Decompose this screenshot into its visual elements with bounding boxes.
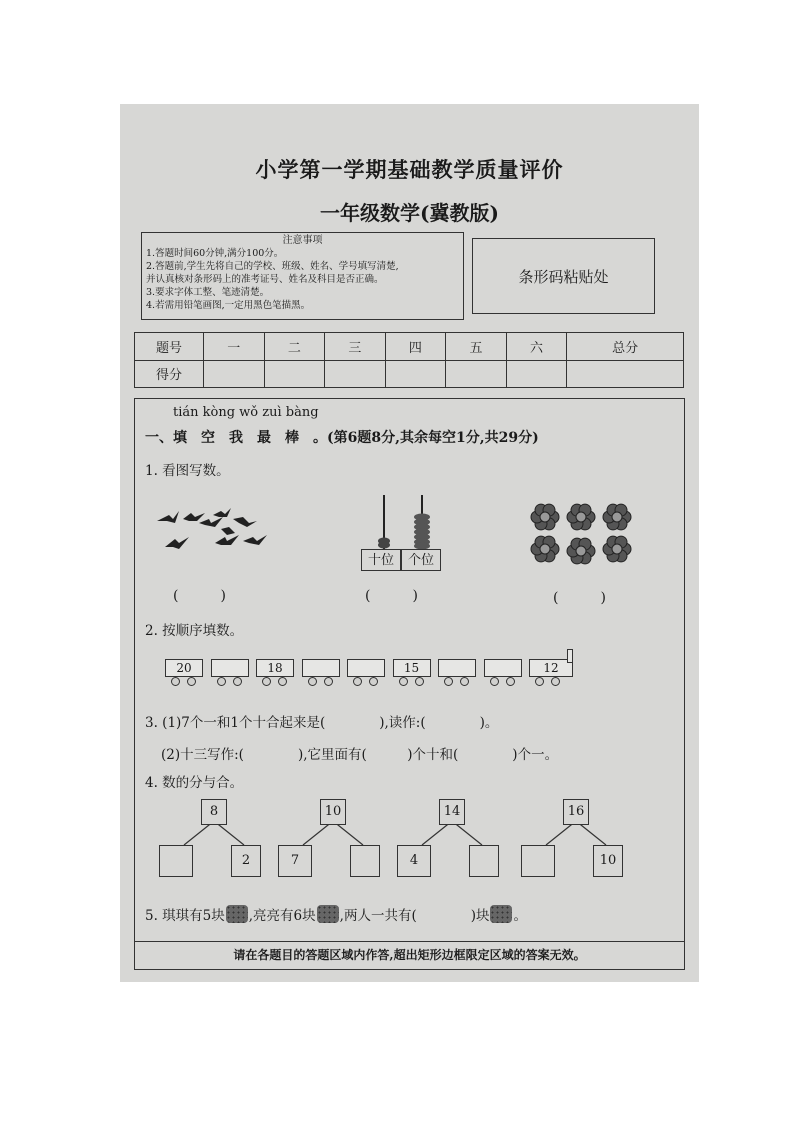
answer-area <box>134 398 685 970</box>
notice-line: 并认真核对条形码上的准考证号、姓名及科目是否正确。 <box>146 274 384 285</box>
question-5-text: 5. 琪琪有5块 <box>145 908 225 924</box>
score-cell[interactable] <box>385 360 446 388</box>
score-value-row <box>135 360 684 388</box>
notice-line: 2.答题前,学生先将自己的学校、班级、姓名、学号填写清楚, <box>146 261 399 272</box>
question-3-line-1: 3. (1)7个一和1个十合起来是( ),读作:( )。 <box>145 715 499 731</box>
footer-note: 请在各题目的答题区域内作答,超出矩形边框限定区域的答案无效。 <box>135 941 684 969</box>
score-row-label: 题号 <box>135 333 204 361</box>
train-car[interactable] <box>484 659 522 677</box>
wheel-icon <box>278 677 287 686</box>
tree-top-box: 16 <box>563 799 589 825</box>
wheel-icon <box>262 677 271 686</box>
tree-left-box[interactable] <box>159 845 193 877</box>
train-car: 15 <box>393 659 431 677</box>
wheel-icon <box>535 677 544 686</box>
score-cell[interactable] <box>325 360 386 388</box>
decomposition-trees <box>135 799 686 899</box>
exam-title: 小学第一学期基础教学质量评价 <box>255 157 564 182</box>
score-cell[interactable] <box>204 360 265 388</box>
question-2-label: 2. 按顺序填数。 <box>145 623 244 639</box>
tree-left-box: 4 <box>397 845 431 877</box>
wheel-icon <box>490 677 499 686</box>
section-pinyin: tián kòng wǒ zuì bàng <box>173 405 319 420</box>
score-row-label: 得分 <box>135 360 204 388</box>
wheel-icon <box>460 677 469 686</box>
tree-right-box[interactable] <box>350 845 380 877</box>
train-car[interactable] <box>438 659 476 677</box>
score-cell[interactable] <box>567 360 684 388</box>
question-5 <box>145 904 527 924</box>
score-table <box>134 332 684 388</box>
score-col-header: 三 <box>325 333 386 361</box>
flower-icon <box>567 538 595 564</box>
tree-top-box: 8 <box>201 799 227 825</box>
barcode-label: 条形码粘贴处 <box>518 267 609 286</box>
wheel-icon <box>308 677 317 686</box>
answer-blank[interactable]: ( ) <box>173 588 226 604</box>
tree-right-box[interactable] <box>469 845 499 877</box>
score-header-row <box>135 333 684 361</box>
question-5-text: ,两人一共有( )块 <box>339 908 490 924</box>
wheel-icon <box>444 677 453 686</box>
score-cell[interactable] <box>446 360 507 388</box>
notice-heading: 注意事项 <box>282 235 323 246</box>
wheel-icon <box>369 677 378 686</box>
flower-icon <box>531 536 559 562</box>
flower-icon <box>567 504 595 530</box>
train-car[interactable] <box>302 659 340 677</box>
flower-icon <box>531 504 559 530</box>
abacus-tens-label: 十位 <box>361 549 401 571</box>
answer-blank[interactable]: ( ) <box>365 588 418 604</box>
exam-paper <box>120 104 699 982</box>
question-5-text: 。 <box>513 908 527 924</box>
train-car: 20 <box>165 659 203 677</box>
birds-picture <box>155 507 275 565</box>
tree-left-box: 7 <box>278 845 312 877</box>
exam-subtitle: 一年级数学(冀教版) <box>320 201 499 225</box>
tree-right-box: 2 <box>231 845 261 877</box>
cookie-icon <box>317 905 339 923</box>
notice-line: 4.若需用铅笔画图,一定用黑色笔描黑。 <box>146 300 311 311</box>
train-car: 18 <box>256 659 294 677</box>
wheel-icon <box>399 677 408 686</box>
notice-line: 3.要求字体工整、笔迹清楚。 <box>146 287 270 298</box>
score-cell[interactable] <box>264 360 325 388</box>
tree-top-box: 14 <box>439 799 465 825</box>
train-car[interactable] <box>211 659 249 677</box>
section-heading: 一、填 空 我 最 棒 。(第6题8分,其余每空1分,共29分) <box>145 430 539 446</box>
tree-top-box: 10 <box>320 799 346 825</box>
tree-right-box: 10 <box>593 845 623 877</box>
train-car[interactable] <box>347 659 385 677</box>
flower-icon <box>603 504 631 530</box>
wheel-icon <box>415 677 424 686</box>
wheel-icon <box>233 677 242 686</box>
cookie-icon <box>490 905 512 923</box>
wheel-icon <box>353 677 362 686</box>
score-cell[interactable] <box>506 360 567 388</box>
wheel-icon <box>217 677 226 686</box>
notice-line: 1.答题时间60分钟,满分100分。 <box>146 248 284 259</box>
score-col-header: 一 <box>204 333 265 361</box>
wheel-icon <box>324 677 333 686</box>
wheel-icon <box>551 677 560 686</box>
flower-icon <box>603 536 631 562</box>
wheel-icon <box>506 677 515 686</box>
flowers-picture <box>533 503 633 573</box>
wheel-icon <box>187 677 196 686</box>
score-col-header: 五 <box>446 333 507 361</box>
answer-blank[interactable]: ( ) <box>553 590 606 606</box>
number-train <box>165 657 585 697</box>
question-3-line-2: (2)十三写作:( ),它里面有( )个十和( )个一。 <box>161 747 559 763</box>
barcode-area <box>472 238 655 314</box>
score-col-header: 总分 <box>567 333 684 361</box>
score-col-header: 二 <box>264 333 325 361</box>
chimney-icon <box>567 649 573 663</box>
score-col-header: 六 <box>506 333 567 361</box>
cookie-icon <box>226 905 248 923</box>
score-col-header: 四 <box>385 333 446 361</box>
wheel-icon <box>171 677 180 686</box>
question-4-label: 4. 数的分与合。 <box>145 775 244 791</box>
train-car: 12 <box>529 659 573 677</box>
tree-left-box[interactable] <box>521 845 555 877</box>
question-5-text: ,亮亮有6块 <box>248 908 316 924</box>
abacus-ones-label: 个位 <box>401 549 441 571</box>
notice-box <box>141 232 464 320</box>
question-1-label: 1. 看图写数。 <box>145 463 230 479</box>
